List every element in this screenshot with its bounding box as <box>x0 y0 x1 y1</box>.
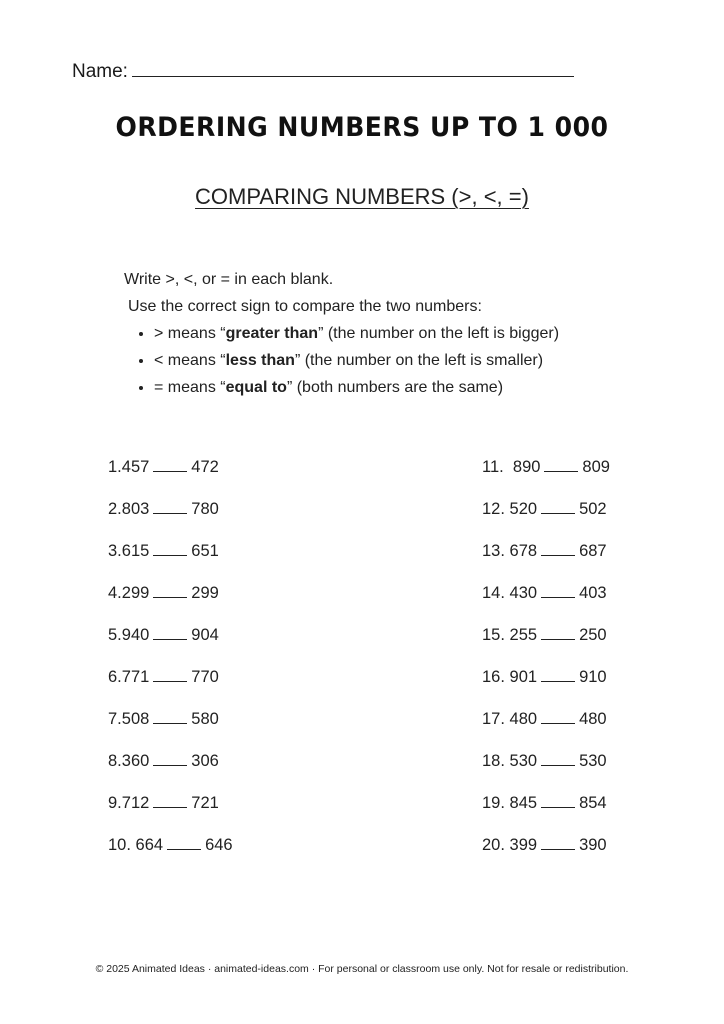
answer-blank[interactable] <box>544 459 578 472</box>
right-number: 480 <box>579 710 607 728</box>
bullet-term: equal to <box>225 379 287 396</box>
problems-column-left <box>108 458 233 878</box>
instruction-bullets <box>124 320 559 401</box>
problem-number: 20. <box>482 836 510 854</box>
right-number: 250 <box>579 626 607 644</box>
right-number: 502 <box>579 500 607 518</box>
left-number: 771 <box>121 668 150 686</box>
answer-blank[interactable] <box>541 585 575 598</box>
bullet-prefix: > means “ <box>154 325 226 342</box>
answer-blank[interactable] <box>153 711 187 724</box>
bullet-term: greater than <box>225 325 319 342</box>
problem-row <box>482 836 610 878</box>
problem-number: 2. <box>108 500 122 518</box>
left-number: 360 <box>121 752 150 770</box>
problem-number: 13. <box>482 542 510 560</box>
bullet-term: less than <box>225 352 295 369</box>
problem-number: 16. <box>482 668 510 686</box>
bullet-suffix: ” (the number on the left is bigger) <box>318 325 560 342</box>
problem-number: 3. <box>108 542 122 560</box>
left-number: 530 <box>509 752 538 770</box>
problem-row <box>482 710 610 752</box>
problem-number: 19. <box>482 794 510 812</box>
left-number: 664 <box>135 836 164 854</box>
problem-number: 14. <box>482 584 510 602</box>
answer-blank[interactable] <box>541 627 575 640</box>
right-number: 904 <box>191 626 219 644</box>
bullet-equal-to <box>154 374 559 401</box>
answer-blank[interactable] <box>153 627 187 640</box>
left-number: 457 <box>121 458 150 476</box>
bullet-prefix: = means “ <box>154 379 226 396</box>
problem-number: 11. <box>482 458 513 476</box>
problem-row <box>482 752 610 794</box>
problem-row <box>108 458 233 500</box>
problem-number: 12. <box>482 500 510 518</box>
bullet-suffix: ” (both numbers are the same) <box>286 379 504 396</box>
problem-row <box>482 794 610 836</box>
problem-row <box>108 668 233 710</box>
answer-blank[interactable] <box>541 711 575 724</box>
right-number: 687 <box>579 542 607 560</box>
problem-row <box>108 752 233 794</box>
right-number: 910 <box>579 668 607 686</box>
left-number: 803 <box>121 500 150 518</box>
problem-row <box>108 500 233 542</box>
left-number: 678 <box>509 542 538 560</box>
problem-number: 18. <box>482 752 510 770</box>
right-number: 780 <box>191 500 219 518</box>
problem-number: 8. <box>108 752 122 770</box>
left-number: 901 <box>509 668 538 686</box>
problem-row <box>482 500 610 542</box>
problem-row <box>108 626 233 668</box>
left-number: 480 <box>509 710 538 728</box>
right-number: 854 <box>579 794 607 812</box>
left-number: 255 <box>509 626 538 644</box>
instructions <box>124 266 559 401</box>
answer-blank[interactable] <box>541 795 575 808</box>
answer-blank[interactable] <box>153 753 187 766</box>
answer-blank[interactable] <box>541 837 575 850</box>
right-number: 299 <box>191 584 219 602</box>
right-number: 646 <box>205 836 233 854</box>
problem-row <box>108 836 233 878</box>
problem-number: 9. <box>108 794 122 812</box>
left-number: 299 <box>121 584 150 602</box>
left-number: 508 <box>121 710 150 728</box>
left-number: 940 <box>121 626 150 644</box>
answer-blank[interactable] <box>153 669 187 682</box>
problem-number: 5. <box>108 626 122 644</box>
bullet-greater-than <box>154 320 559 347</box>
problem-row <box>482 626 610 668</box>
answer-blank[interactable] <box>153 459 187 472</box>
answer-blank[interactable] <box>541 501 575 514</box>
left-number: 615 <box>121 542 150 560</box>
right-number: 306 <box>191 752 219 770</box>
bullet-less-than <box>154 347 559 374</box>
problem-number: 1. <box>108 458 122 476</box>
problems-column-right <box>482 458 610 878</box>
problem-row <box>108 794 233 836</box>
name-field <box>72 60 574 83</box>
answer-blank[interactable] <box>541 753 575 766</box>
bullet-suffix: ” (the number on the left is smaller) <box>294 352 544 369</box>
copyright-footer: © 2025 Animated Ideas · animated-ideas.com · For personal or classroom use only. Not for resale or redistribution. <box>95 963 629 975</box>
problem-number: 10. <box>108 836 136 854</box>
right-number: 809 <box>582 458 610 476</box>
right-number: 390 <box>579 836 607 854</box>
left-number: 890 <box>512 458 541 476</box>
problem-number: 17. <box>482 710 510 728</box>
instruction-line-2: Use the correct sign to compare the two numbers: <box>128 298 482 315</box>
worksheet-title: ORDERING NUMBERS UP TO 1 000 <box>115 112 609 143</box>
problem-number: 6. <box>108 668 122 686</box>
problem-row <box>108 542 233 584</box>
problem-row <box>108 584 233 626</box>
answer-blank[interactable] <box>541 543 575 556</box>
left-number: 845 <box>509 794 538 812</box>
problem-row <box>482 584 610 626</box>
problem-number: 4. <box>108 584 122 602</box>
right-number: 472 <box>191 458 219 476</box>
right-number: 403 <box>579 584 607 602</box>
answer-blank[interactable] <box>153 501 187 514</box>
left-number: 430 <box>509 584 538 602</box>
left-number: 399 <box>509 836 538 854</box>
problem-number: 7. <box>108 710 122 728</box>
instruction-line-1: Write >, <, or = in each blank. <box>124 271 334 288</box>
problem-row <box>108 710 233 752</box>
worksheet-subtitle: COMPARING NUMBERS (>, <, =) <box>195 184 529 209</box>
problem-number: 15. <box>482 626 510 644</box>
problem-row <box>482 668 610 710</box>
right-number: 770 <box>191 668 219 686</box>
answer-blank[interactable] <box>153 543 187 556</box>
left-number: 520 <box>509 500 538 518</box>
name-label: Name: <box>72 61 128 82</box>
right-number: 580 <box>191 710 219 728</box>
left-number: 712 <box>121 794 150 812</box>
right-number: 651 <box>191 542 219 560</box>
answer-blank[interactable] <box>153 585 187 598</box>
problem-row <box>482 542 610 584</box>
answer-blank[interactable] <box>167 837 201 850</box>
answer-blank[interactable] <box>153 795 187 808</box>
right-number: 530 <box>579 752 607 770</box>
bullet-prefix: < means “ <box>154 352 226 369</box>
right-number: 721 <box>191 794 219 812</box>
name-blank[interactable] <box>132 60 574 77</box>
answer-blank[interactable] <box>541 669 575 682</box>
problem-row <box>482 458 610 500</box>
